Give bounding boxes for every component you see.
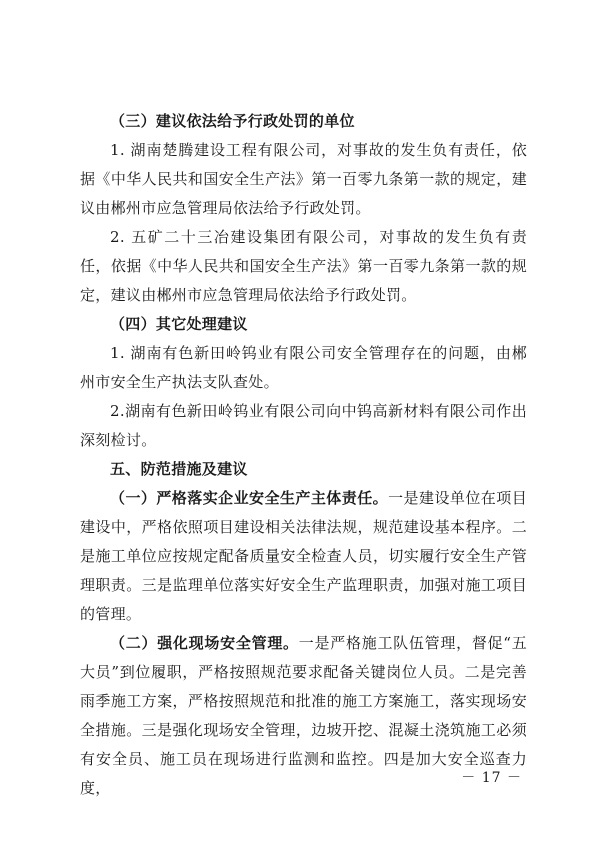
paragraph-minmetals: 2. 五矿二十三冶建设集团有限公司，对事故的发生负有责任，依据《中华人民共和国安全生产法》第一百零九条第一款的规定，建议由郴州市应急管理局依法给予行政处罚。 [80,228,527,304]
document-body [80,107,527,803]
paragraph-lead: （二）强化现场安全管理。 [110,634,299,652]
page-number: － 17 － [461,770,522,786]
heading-prevention: 五、防范措施及建议 [110,460,248,478]
paragraph-text: 一是严格施工队伍管理，督促“五大员”到位履职，严格按照规范要求配备关键岗位人员。二是完善雨季施工方案，严格按照规范和批准的施工方案施工，落实现场安全措施。三是强化现场安全管理，边坡开挖、混凝土浇筑施工必须有安全员、施工员在现场进行监测和监控。四是加大安全巡查力度， [80,634,527,797]
paragraph-site-management [80,629,527,803]
heading-admin-penalty: （三）建议依法给予行政处罚的单位 [110,112,355,130]
paragraph-tungsten-review: 2.湖南有色新田岭钨业有限公司向中钨高新材料有限公司作出深刻检讨。 [80,402,527,449]
heading-other-suggestions: （四）其它处理建议 [110,315,248,333]
paragraph-chuteng: 1. 湖南楚腾建设工程有限公司，对事故的发生负有责任，依据《中华人民共和国安全生产法》第一百零九条第一款的规定，建议由郴州市应急管理局依法给予行政处罚。 [80,141,527,217]
paragraph-text: 一是建设单位在项目建设中，严格依照项目建设相关法律法规，规范建设基本程序。二是施工单位应按规定配备质量安全检查人员，切实履行安全生产管理职责。三是监理单位落实好安全生产监理职责，加强对施工项目的管理。 [80,489,528,623]
paragraph-tungsten-safety: 1. 湖南有色新田岭钨业有限公司安全管理存在的问题，由郴州市安全生产执法支队查处。 [80,344,527,391]
paragraph-enterprise-responsibility [80,484,527,629]
paragraph-lead: （一）严格落实企业安全生产主体责任。 [110,489,389,507]
